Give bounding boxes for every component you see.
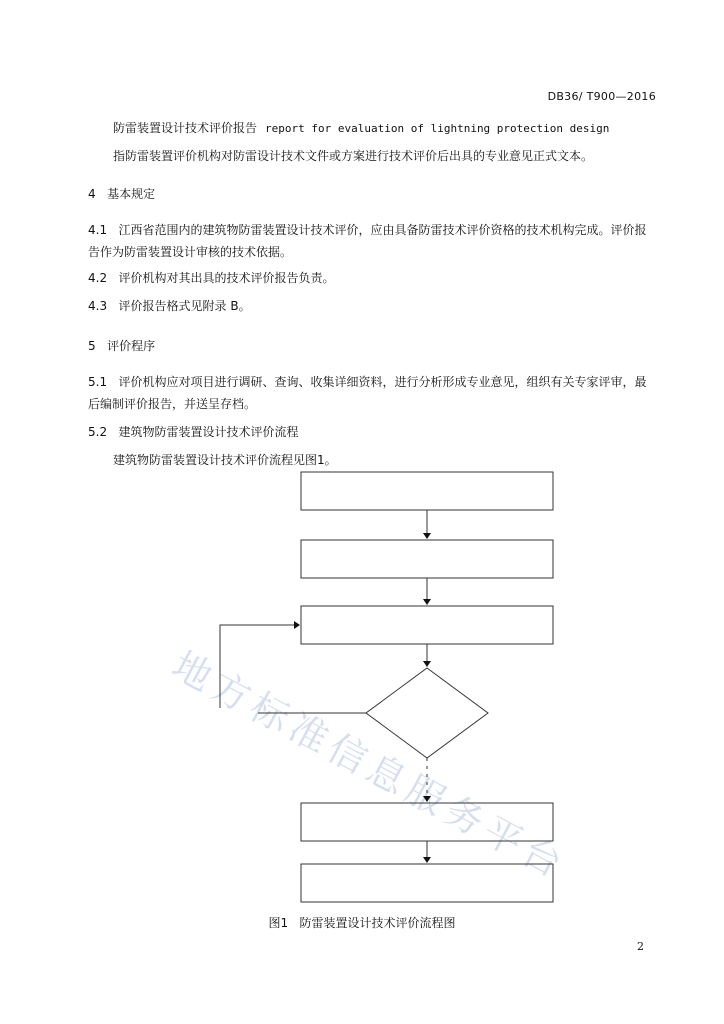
figure-label: 图1	[268, 916, 289, 930]
watermark: 地方标准信息服务平台	[165, 642, 575, 889]
flow-decision-diamond	[366, 668, 488, 758]
flow-box-4	[301, 803, 553, 841]
flow-box-5	[301, 864, 553, 902]
term-en: report for evaluation of lightning protection design	[265, 122, 610, 135]
clause-number: 5.2	[88, 425, 108, 439]
section-title: 基本规定	[107, 187, 156, 201]
clause-text: 评价报告格式见附录 B。	[118, 299, 251, 313]
clause-text: 评价机构对其出具的技术评价报告负责。	[118, 271, 335, 285]
clause-number: 4.2	[88, 271, 108, 285]
figure-caption-text: 防雷装置设计技术评价流程图	[299, 916, 456, 930]
page-number: 2	[637, 940, 644, 953]
term-definition: 指防雷装置评价机构对防雷设计技术文件或方案进行技术评价后出具的专业意见正式文本。	[113, 149, 594, 163]
figure-caption	[0, 914, 724, 931]
flow-box-1	[301, 472, 553, 510]
clause-5-2-body: 建筑物防雷装置设计技术评价流程见图1。	[113, 453, 337, 467]
term-zh: 防雷装置设计技术评价报告	[113, 121, 258, 135]
flow-box-3	[301, 606, 553, 644]
clause-number: 4.1	[88, 223, 108, 237]
section-title: 评价程序	[107, 339, 156, 353]
doc-header-id: DB36/ T900—2016	[547, 90, 656, 103]
clause-text: 评价机构应对项目进行调研、查询、收集详细资料，进行分析形成专业意见，组织有关专家评审，最后编制评价报告，并送呈存档。	[88, 375, 647, 411]
flow-box-2	[301, 540, 553, 578]
clause-number: 5.1	[88, 375, 108, 389]
clause-number: 4.3	[88, 299, 108, 313]
flow-feedback-loop	[220, 625, 299, 708]
section-number: 4	[88, 187, 96, 201]
section-number: 5	[88, 339, 96, 353]
clause-text: 江西省范围内的建筑物防雷装置设计技术评价，应由具备防雷技术评价资格的技术机构完成。评价报告作为防雷装置设计审核的技术依据。	[88, 223, 647, 259]
clause-title: 建筑物防雷装置设计技术评价流程	[118, 425, 299, 439]
